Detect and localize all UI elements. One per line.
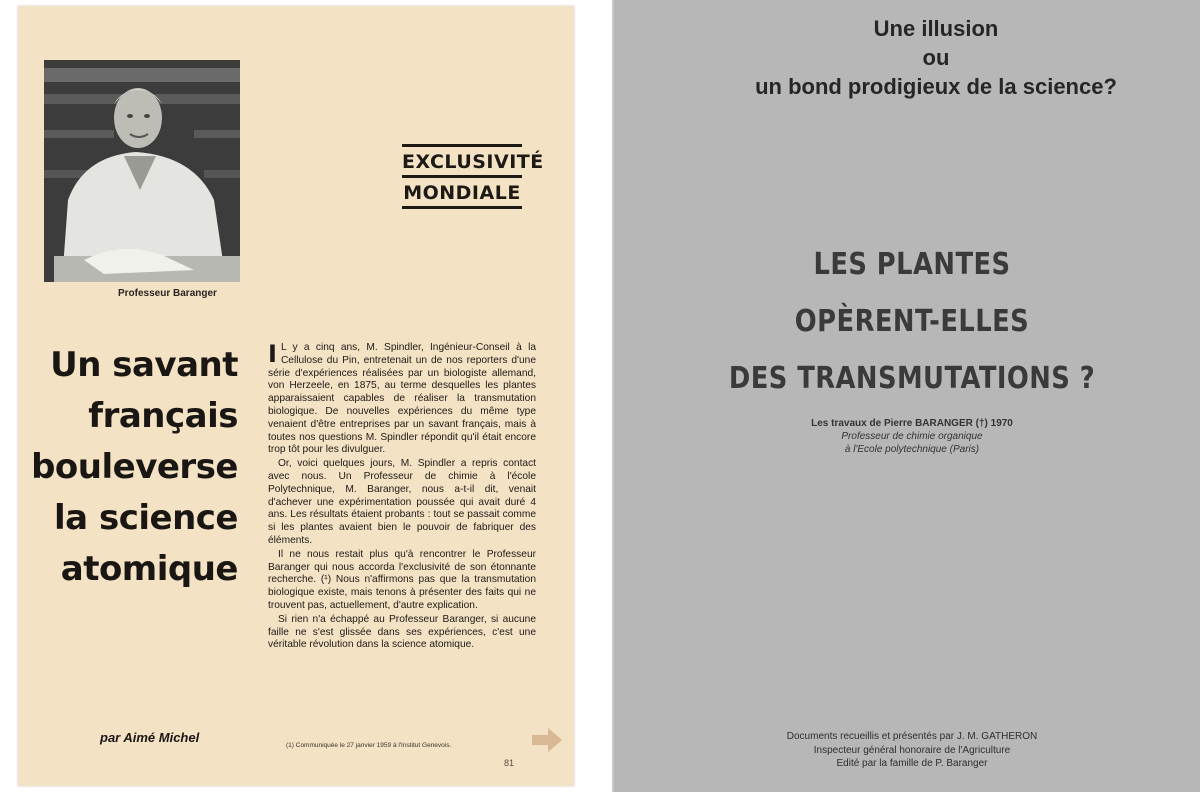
title-line-3: DES TRANSMUTATIONS ? xyxy=(728,361,1096,396)
portrait-photo xyxy=(44,60,240,282)
article-paragraph-1 xyxy=(268,342,536,457)
exclusive-line-2: MONDIALE xyxy=(402,175,522,206)
headline-line-2: français xyxy=(88,396,238,436)
headline-line-3: bouleverse xyxy=(31,447,238,487)
cover-credits xyxy=(692,730,1132,771)
paragraph-1-text: L y a cinq ans, M. Spindler, Ingénieur-Conseil à la Cellulose du Pin, entretenait un de nos reporters d'une série d'expériences réalisées par un biologiste allemand, von Herzeele, en 1875, au terme desquelles les plantes apparaissaient capables de réaliser la transmutation biologique. De nouvelles expériences du même type venaient d'être entreprises par un savant français, mais à toutes nos questions M. Spindler répondit qu'il était encore trop tôt pour les divulguer. xyxy=(268,342,536,456)
brochure-cover xyxy=(612,0,1200,792)
author-school: à l'Ecole polytechnique (Paris) xyxy=(844,444,980,455)
author-line: Les travaux de Pierre BARANGER (†) 1970 xyxy=(811,418,1013,429)
photo-caption: Professeur Baranger xyxy=(118,288,217,299)
headline-line-4: la science xyxy=(54,498,238,538)
question-line-2: ou xyxy=(922,45,950,70)
portrait-image xyxy=(44,60,240,282)
right-arrow-icon[interactable] xyxy=(530,726,564,754)
article-paragraph-3: Il ne nous restait plus qu'à rencontrer le Professeur Baranger qui nous accorda l'exclusivité de son étonnante recherche. (¹) Nous n'affirmons pas que la transmutation biologique existe, mais tenons à présenter des faits qui ne trouvent pas, actuellement, d'autre explication. xyxy=(268,548,536,611)
exclusive-label xyxy=(402,144,544,209)
exclusive-line-1: EXCLUSIVITÉ xyxy=(402,144,522,175)
question-line-3: un bond prodigieux de la science? xyxy=(755,74,1117,99)
question-line-1: Une illusion xyxy=(873,16,999,41)
author-block xyxy=(732,417,1092,456)
exclusive-rule xyxy=(402,206,522,209)
headline xyxy=(18,340,238,595)
credits-line-3: Edité par la famille de P. Baranger xyxy=(836,758,988,769)
article-body xyxy=(268,342,536,653)
article-paragraph-2: Or, voici quelques jours, M. Spindler a repris contact avec nous. Un Professeur de chimie à l'école Polytechnique, M. Baranger, nous a-t-il dit, venait d'achever une expérimentation poussée qui avait duré 4 ans. Les résultats étaient probants : tout se passait comme si les plantes avaient bien le pouvoir de fabriquer des éléments. xyxy=(268,458,536,546)
page-gutter xyxy=(612,0,614,792)
drop-cap: I xyxy=(268,340,277,368)
title-line-2: OPÈRENT-ELLES xyxy=(794,304,1030,339)
credits-line-2: Inspecteur général honoraire de l'Agriculture xyxy=(813,744,1011,756)
page-number: 81 xyxy=(504,758,515,768)
cover-title xyxy=(706,236,1119,407)
title-line-1: LES PLANTES xyxy=(813,247,1011,282)
byline: par Aimé Michel xyxy=(100,730,200,745)
magazine-page xyxy=(18,6,574,786)
footnote: (1) Communiquée le 27 janvier 1959 à l'Institut Genevois. xyxy=(286,742,452,749)
headline-line-1: Un savant xyxy=(50,345,238,385)
credits-line-1: Documents recueillis et présentés par J. M. GATHERON xyxy=(786,731,1038,742)
headline-line-5: atomique xyxy=(60,549,238,589)
author-role: Professeur de chimie organique xyxy=(841,431,983,442)
cover-question xyxy=(652,14,1200,101)
article-paragraph-4: Si rien n'a échappé au Professeur Baranger, si aucune faille ne s'est glissée dans ses expériences, c'est une véritable révolution dans la science atomique. xyxy=(268,613,536,651)
